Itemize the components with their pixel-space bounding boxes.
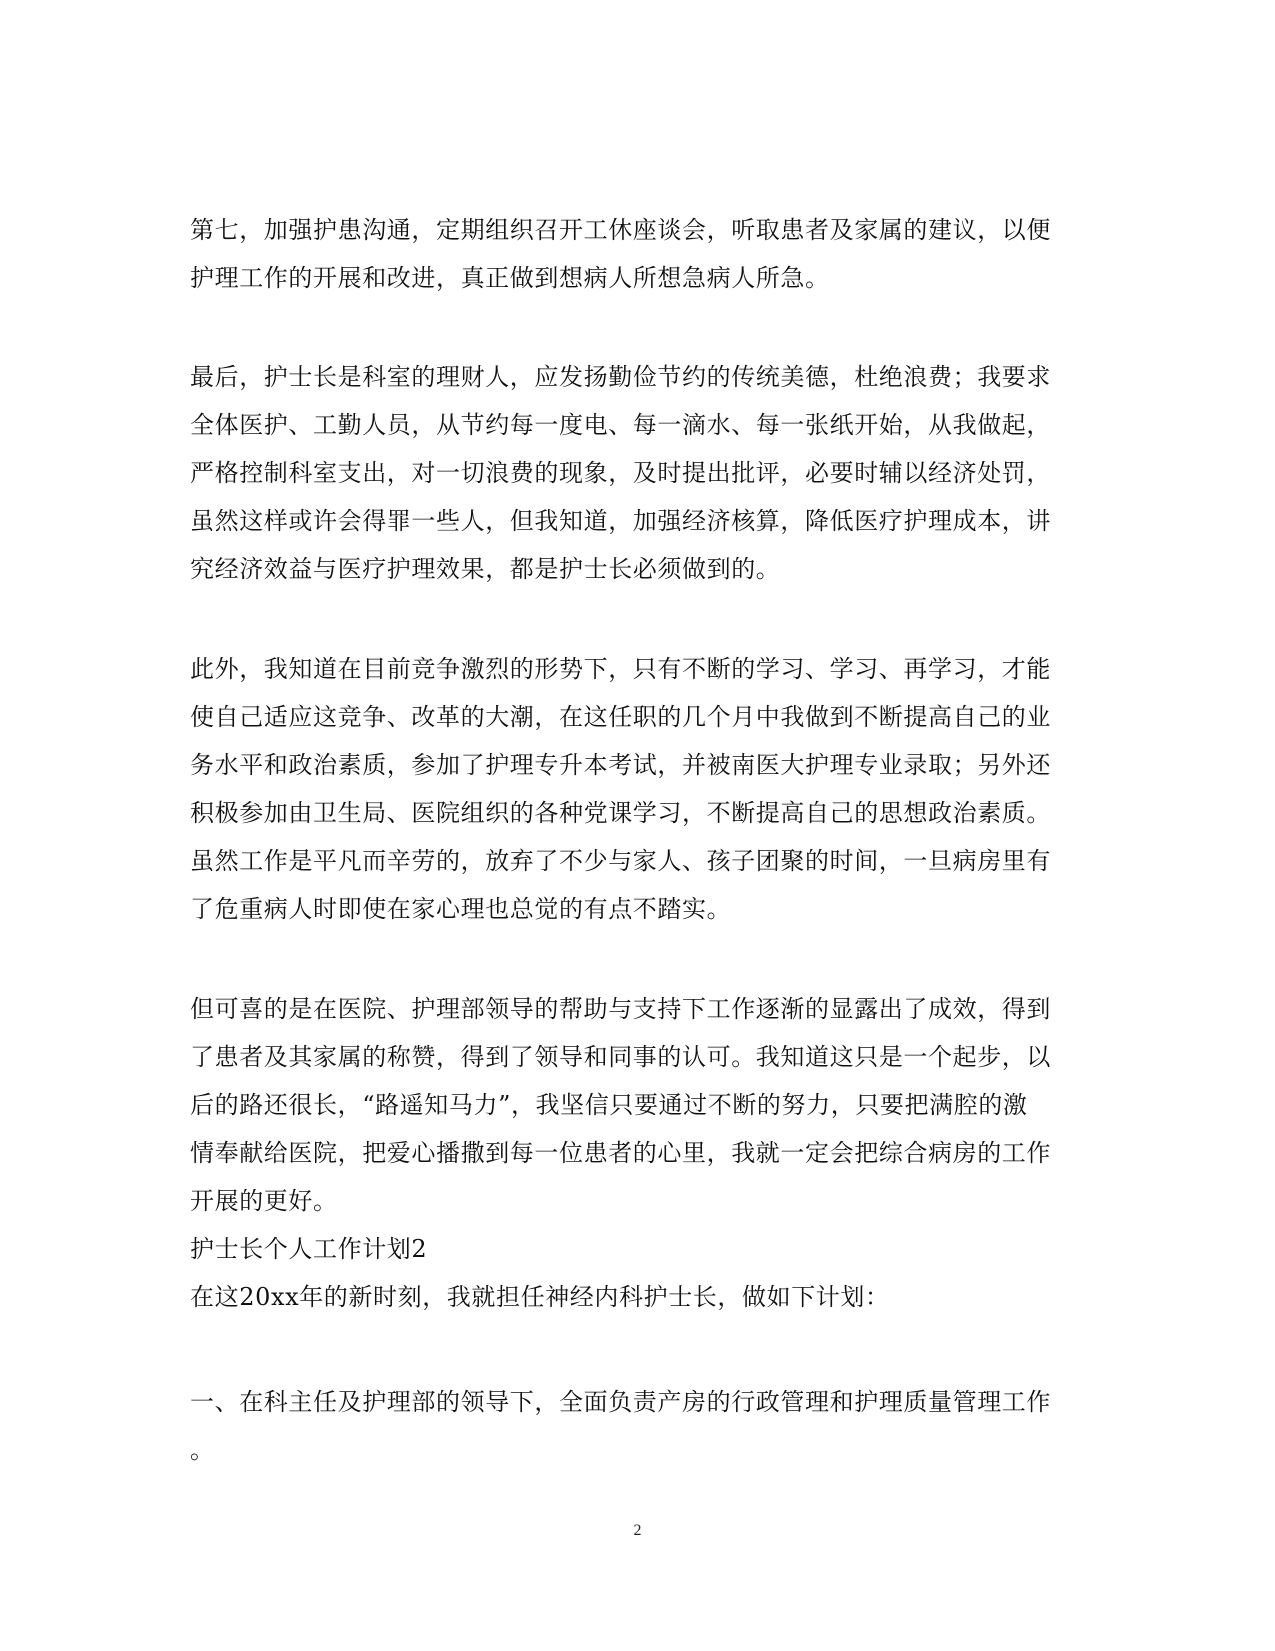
- page-number: 2: [633, 1522, 642, 1539]
- text-line: 使自己适应这竞争、改革的大潮，在这任职的几个月中我做到不断提高自己的业: [190, 703, 1051, 731]
- text-line: 后的路还很长，“路遥知马力”，我坚信只要通过不断的努力，只要把满腔的激: [190, 1091, 1028, 1119]
- text-line: 务水平和政治素质，参加了护理专升本考试，并被南医大护理专业录取；另外还: [190, 751, 1051, 779]
- text-line: 了危重病人时即使在家心理也总觉的有点不踏实。: [190, 895, 732, 923]
- text-line: 在这20xx年的新时刻，我就担任神经内科护士长，做如下计划：: [190, 1283, 890, 1311]
- text-line: 情奉献给医院，把爱心播撒到每一位患者的心里，我就一定会把综合病房的工作: [190, 1139, 1051, 1167]
- paragraph-communication: [190, 206, 1070, 302]
- text-line: 积极参加由卫生局、医院组织的各种党课学习，不断提高自己的思想政治素质。: [190, 799, 1051, 827]
- section-heading: 护士长个人工作计划2: [190, 1235, 428, 1263]
- text-line: 开展的更好。: [190, 1187, 338, 1215]
- text-line: 了患者及其家属的称赞，得到了领导和同事的认可。我知道这只是一个起步，以: [190, 1043, 1051, 1071]
- text-line: 严格控制科室支出，对一切浪费的现象，及时提出批评，必要时辅以经济处罚，: [190, 459, 1051, 487]
- paragraph-finance: [190, 353, 1070, 593]
- text-line: 护理工作的开展和改进，真正做到想病人所想急病人所急。: [190, 264, 830, 292]
- paragraph-achievement: [190, 985, 1070, 1321]
- paragraph-plan-item-1: [190, 1378, 1070, 1474]
- text-line: 一、在科主任及护理部的领导下，全面负责产房的行政管理和护理质量管理工作: [190, 1388, 1051, 1416]
- text-line: 第七，加强护患沟通，定期组织召开工休座谈会，听取患者及家属的建议，以便: [190, 216, 1051, 244]
- text-line: 全体医护、工勤人员，从节约每一度电、每一滴水、每一张纸开始，从我做起，: [190, 411, 1051, 439]
- paragraph-study: [190, 645, 1070, 933]
- text-line: 最后，护士长是科室的理财人，应发扬勤俭节约的传统美德，杜绝浪费；我要求: [190, 363, 1051, 391]
- text-line: 但可喜的是在医院、护理部领导的帮助与支持下工作逐渐的显露出了成效，得到: [190, 995, 1051, 1023]
- text-line: 虽然工作是平凡而辛劳的，放弃了不少与家人、孩子团聚的时间，一旦病房里有: [190, 847, 1051, 875]
- text-line: 。: [190, 1436, 215, 1464]
- text-line: 此外，我知道在目前竞争激烈的形势下，只有不断的学习、学习、再学习，才能: [190, 655, 1051, 683]
- text-line: 究经济效益与医疗护理效果，都是护士长必须做到的。: [190, 555, 781, 583]
- text-line: 虽然这样或许会得罪一些人，但我知道，加强经济核算，降低医疗护理成本，讲: [190, 507, 1051, 535]
